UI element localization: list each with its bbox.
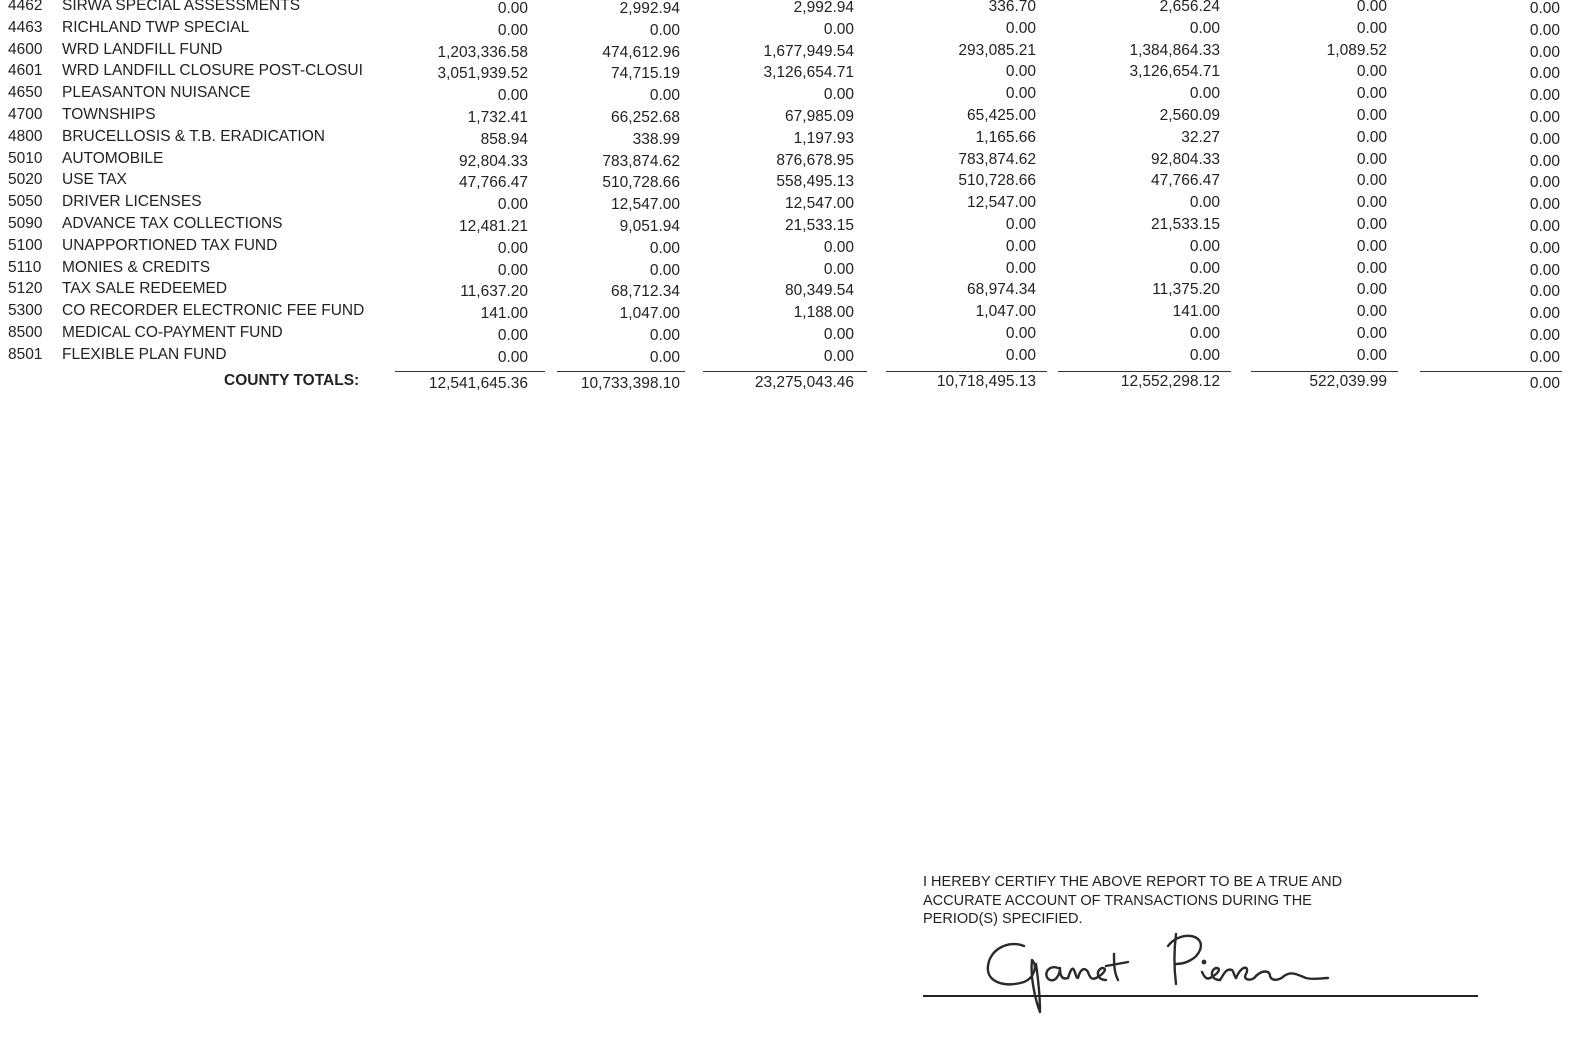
fund-code: 4462 xyxy=(8,0,43,14)
total-amount-cell: 522,039.99 xyxy=(1309,372,1387,390)
amount-cell: 0.00 xyxy=(1529,152,1560,170)
amount-cell: 0.00 xyxy=(1529,174,1560,192)
table-row xyxy=(0,19,1579,41)
amount-cell: 0.00 xyxy=(1356,216,1387,233)
amount-cell: 2,992.94 xyxy=(619,0,680,17)
amount-cell: 1,203,336.58 xyxy=(437,43,528,61)
amount-cell: 783,874.62 xyxy=(958,150,1036,168)
table-row xyxy=(0,302,1579,324)
amount-cell: 68,974.34 xyxy=(967,281,1036,299)
certification-line: I HEREBY CERTIFY THE ABOVE REPORT TO BE A TRUE AND xyxy=(923,874,1343,890)
amount-cell: 21,533.15 xyxy=(785,217,854,234)
fund-code: 5020 xyxy=(8,171,43,189)
amount-cell: 67,985.09 xyxy=(785,108,854,125)
table-row xyxy=(0,41,1579,63)
amount-cell: 510,728.66 xyxy=(958,172,1036,190)
amount-cell: 0.00 xyxy=(1529,0,1560,17)
amount-cell: 1,188.00 xyxy=(793,304,854,322)
fund-code: 4463 xyxy=(8,18,43,36)
amount-cell: 0.00 xyxy=(1356,85,1387,103)
fund-name: PLEASANTON NUISANCE xyxy=(62,84,251,102)
amount-cell: 336.70 xyxy=(988,0,1036,15)
amount-cell: 0.00 xyxy=(1005,325,1036,342)
amount-cell: 0.00 xyxy=(1529,109,1560,126)
handwritten-signature xyxy=(980,926,1340,1018)
amount-cell: 783,874.62 xyxy=(602,152,680,170)
amount-cell: 74,715.19 xyxy=(611,65,680,83)
fund-name: BRUCELLOSIS & T.B. ERADICATION xyxy=(62,127,325,145)
fund-name: WRD LANDFILL CLOSURE POST-CLOSUI xyxy=(62,62,363,80)
amount-cell: 0.00 xyxy=(649,87,680,105)
amount-cell: 0.00 xyxy=(1529,65,1560,83)
amount-cell: 0.00 xyxy=(1356,107,1387,124)
table-row xyxy=(0,259,1579,281)
amount-cell: 0.00 xyxy=(1529,130,1560,148)
amount-cell: 0.00 xyxy=(823,326,854,343)
amount-cell: 12,547.00 xyxy=(967,194,1036,212)
amount-cell: 11,375.20 xyxy=(1152,281,1220,299)
amount-cell: 65,425.00 xyxy=(967,107,1036,124)
amount-cell: 9,051.94 xyxy=(619,218,680,235)
fund-name: UNAPPORTIONED TAX FUND xyxy=(62,236,278,254)
fund-name: SIRWA SPECIAL ASSESSMENTS xyxy=(62,0,301,14)
amount-cell: 21,533.15 xyxy=(1151,216,1220,233)
amount-cell: 0.00 xyxy=(649,261,680,279)
amount-cell: 0.00 xyxy=(497,239,528,257)
amount-cell: 0.00 xyxy=(1005,259,1036,277)
amount-cell: 0.00 xyxy=(1529,261,1560,279)
fund-name: MEDICAL CO-PAYMENT FUND xyxy=(62,324,283,341)
fund-code: 4700 xyxy=(8,106,43,123)
amount-cell: 66,252.68 xyxy=(611,109,680,126)
amount-cell: 3,051,939.52 xyxy=(437,65,528,83)
amount-cell: 858.94 xyxy=(480,130,528,148)
amount-cell: 0.00 xyxy=(497,327,528,344)
fund-name: CO RECORDER ELECTRONIC FEE FUND xyxy=(62,302,365,320)
fund-name: MONIES & CREDITS xyxy=(62,258,211,276)
amount-cell: 0.00 xyxy=(1356,281,1387,299)
table-row xyxy=(0,237,1579,259)
amount-cell: 558,495.13 xyxy=(776,173,854,191)
fund-code: 5300 xyxy=(8,302,43,320)
amount-cell: 0.00 xyxy=(1189,259,1220,277)
amount-cell: 32.27 xyxy=(1181,128,1220,146)
amount-cell: 3,126,654.71 xyxy=(1129,63,1220,81)
amount-cell: 474,612.96 xyxy=(602,43,680,61)
amount-cell: 0.00 xyxy=(1356,346,1387,364)
amount-cell: 0.00 xyxy=(1356,150,1387,168)
amount-cell: 0.00 xyxy=(1189,346,1220,364)
table-row xyxy=(0,0,1579,19)
certification-line: ACCURATE ACCOUNT OF TRANSACTIONS DURING THE xyxy=(923,892,1312,909)
amount-cell: 0.00 xyxy=(1005,19,1036,37)
amount-cell: 0.00 xyxy=(1005,216,1036,233)
amount-cell: 0.00 xyxy=(1356,63,1387,81)
fund-name: AUTOMOBILE xyxy=(62,149,164,167)
fund-code: 8501 xyxy=(8,345,43,363)
fund-name: USE TAX xyxy=(62,171,127,189)
amount-cell: 0.00 xyxy=(1189,325,1220,342)
table-row xyxy=(0,215,1579,237)
amount-cell: 2,560.09 xyxy=(1159,107,1220,124)
amount-cell: 0.00 xyxy=(497,87,528,105)
fund-name: RICHLAND TWP SPECIAL xyxy=(62,18,250,36)
amount-cell: 47,766.47 xyxy=(1151,172,1220,190)
amount-cell: 0.00 xyxy=(823,238,854,256)
fund-name: ADVANCE TAX COLLECTIONS xyxy=(62,215,283,232)
amount-cell: 12,547.00 xyxy=(785,195,854,213)
amount-cell: 1,047.00 xyxy=(619,305,680,323)
table-row xyxy=(0,62,1579,84)
amount-cell: 338.99 xyxy=(632,130,680,148)
table-row xyxy=(0,280,1579,302)
amount-cell: 0.00 xyxy=(1529,348,1560,366)
total-amount-cell: 10,733,398.10 xyxy=(580,374,680,392)
amount-cell: 0.00 xyxy=(649,348,680,366)
fund-code: 5100 xyxy=(8,236,43,254)
amount-cell: 0.00 xyxy=(1005,237,1036,255)
amount-cell: 0.00 xyxy=(497,196,528,214)
amount-cell: 0.00 xyxy=(497,348,528,366)
fund-name: TOWNSHIPS xyxy=(62,106,156,123)
amount-cell: 12,547.00 xyxy=(611,196,680,214)
amount-cell: 3,126,654.71 xyxy=(763,64,854,82)
amount-cell: 0.00 xyxy=(1529,21,1560,39)
total-amount-cell: 10,718,495.13 xyxy=(936,372,1036,390)
amount-cell: 92,804.33 xyxy=(1151,150,1220,168)
table-row xyxy=(0,84,1579,106)
amount-cell: 1,047.00 xyxy=(975,303,1036,321)
certification-line: PERIOD(S) SPECIFIED. xyxy=(923,911,1083,927)
fund-name: WRD LANDFILL FUND xyxy=(62,40,223,58)
amount-cell: 0.00 xyxy=(1189,194,1220,212)
amount-cell: 0.00 xyxy=(1529,283,1560,301)
fund-name: DRIVER LICENSES xyxy=(62,193,202,211)
table-row xyxy=(0,150,1579,172)
table-row xyxy=(0,193,1579,215)
fund-code: 4600 xyxy=(8,40,43,58)
amount-cell: 0.00 xyxy=(1356,172,1387,190)
signature-line xyxy=(923,995,1478,997)
table-row xyxy=(0,128,1579,150)
total-amount-cell: 23,275,043.46 xyxy=(754,373,854,391)
total-amount-cell: 0.00 xyxy=(1529,374,1560,392)
fund-code: 5010 xyxy=(8,149,43,167)
amount-cell: 0.00 xyxy=(1356,259,1387,277)
table-row xyxy=(0,106,1579,128)
fund-code: 5050 xyxy=(8,193,43,211)
amount-cell: 510,728.66 xyxy=(602,174,680,192)
table-row xyxy=(0,346,1579,368)
report-table xyxy=(0,0,1579,400)
amount-cell: 0.00 xyxy=(1189,237,1220,255)
amount-cell: 0.00 xyxy=(1529,43,1560,61)
amount-cell: 0.00 xyxy=(1356,237,1387,255)
amount-cell: 0.00 xyxy=(823,86,854,104)
amount-cell: 0.00 xyxy=(1529,239,1560,257)
amount-cell: 876,678.95 xyxy=(776,151,854,169)
amount-cell: 2,992.94 xyxy=(793,0,854,16)
amount-cell: 1,732.41 xyxy=(467,109,528,126)
amount-cell: 92,804.33 xyxy=(459,152,528,170)
fund-code: 8500 xyxy=(8,324,43,341)
fund-code: 5110 xyxy=(8,258,42,276)
amount-cell: 0.00 xyxy=(1356,19,1387,37)
amount-cell: 0.00 xyxy=(497,261,528,279)
amount-cell: 0.00 xyxy=(497,0,528,17)
amount-cell: 0.00 xyxy=(1005,63,1036,81)
fund-code: 4601 xyxy=(8,62,43,80)
amount-cell: 0.00 xyxy=(823,347,854,365)
amount-cell: 47,766.47 xyxy=(459,174,528,192)
amount-cell: 1,384,864.33 xyxy=(1129,41,1220,59)
amount-cell: 0.00 xyxy=(1529,196,1560,214)
amount-cell: 11,637.20 xyxy=(460,283,528,301)
fund-name: TAX SALE REDEEMED xyxy=(62,280,228,298)
amount-cell: 1,677,949.54 xyxy=(763,42,854,60)
amount-cell: 1,197.93 xyxy=(793,129,854,147)
amount-cell: 68,712.34 xyxy=(611,283,680,301)
amount-cell: 0.00 xyxy=(1005,85,1036,103)
totals-label: COUNTY TOTALS: xyxy=(224,371,360,389)
amount-cell: 0.00 xyxy=(1529,305,1560,323)
amount-cell: 0.00 xyxy=(1529,87,1560,105)
fund-code: 5120 xyxy=(8,280,43,298)
amount-cell: 0.00 xyxy=(1356,194,1387,212)
table-row xyxy=(0,324,1579,346)
amount-cell: 141.00 xyxy=(480,305,528,323)
county-totals-row xyxy=(0,372,1579,394)
amount-cell: 0.00 xyxy=(497,21,528,39)
amount-cell: 2,656.24 xyxy=(1159,0,1220,15)
total-amount-cell: 12,541,645.36 xyxy=(428,374,528,392)
amount-cell: 293,085.21 xyxy=(958,41,1036,59)
fund-code: 4650 xyxy=(8,84,43,102)
amount-cell: 0.00 xyxy=(1356,0,1387,15)
amount-cell: 0.00 xyxy=(1005,346,1036,364)
amount-cell: 0.00 xyxy=(649,327,680,344)
fund-code: 4800 xyxy=(8,127,43,145)
amount-cell: 0.00 xyxy=(1356,325,1387,342)
amount-cell: 0.00 xyxy=(1529,218,1560,235)
amount-cell: 141.00 xyxy=(1172,303,1220,321)
amount-cell: 1,089.52 xyxy=(1326,41,1387,59)
fund-code: 5090 xyxy=(8,215,43,232)
table-row xyxy=(0,171,1579,193)
amount-cell: 0.00 xyxy=(649,239,680,257)
amount-cell: 0.00 xyxy=(1356,303,1387,321)
certification-statement xyxy=(923,873,1443,929)
amount-cell: 12,481.21 xyxy=(459,218,528,235)
amount-cell: 1,165.66 xyxy=(975,128,1036,146)
fund-name: FLEXIBLE PLAN FUND xyxy=(62,345,227,363)
amount-cell: 0.00 xyxy=(823,260,854,278)
amount-cell: 0.00 xyxy=(1189,85,1220,103)
amount-cell: 80,349.54 xyxy=(785,282,854,300)
amount-cell: 0.00 xyxy=(1189,19,1220,37)
amount-cell: 0.00 xyxy=(823,20,854,38)
total-amount-cell: 12,552,298.12 xyxy=(1120,372,1220,390)
amount-cell: 0.00 xyxy=(1529,327,1560,344)
amount-cell: 0.00 xyxy=(649,21,680,39)
amount-cell: 0.00 xyxy=(1356,128,1387,146)
